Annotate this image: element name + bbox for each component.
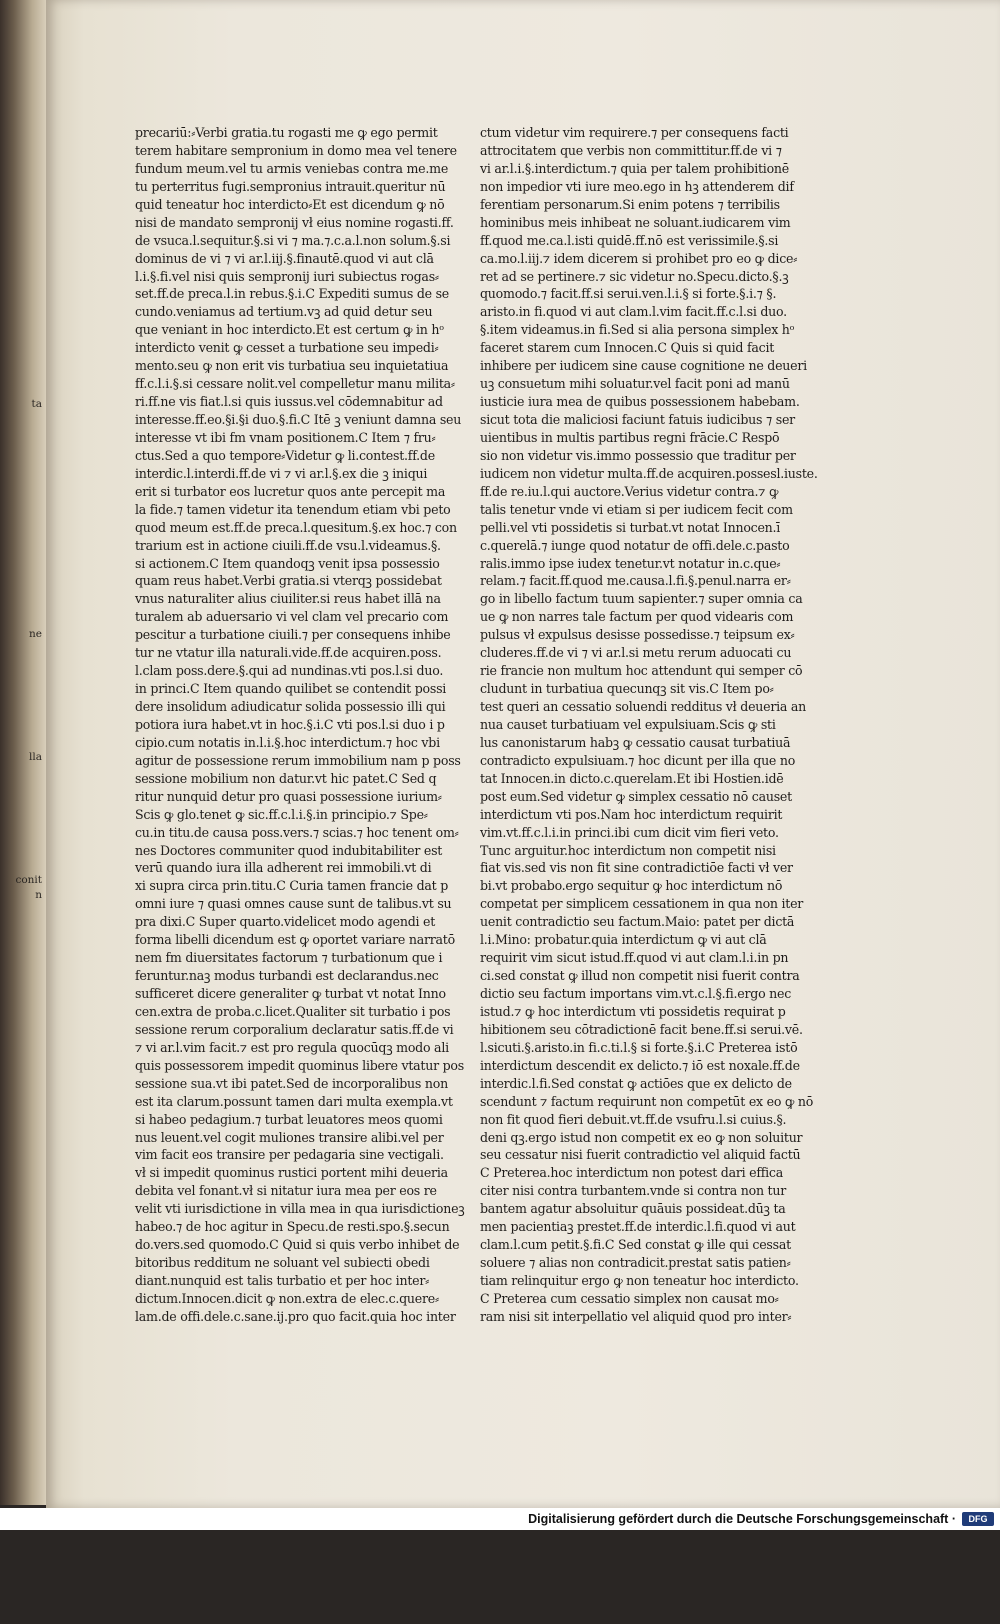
text-line: sessione rerum corporalium declaratur satis.ff.de vi <box>135 1021 454 1037</box>
text-line: fundum meum.vel tu armis veniebas contra me.me <box>135 160 449 176</box>
spine-fragment <box>0 550 42 565</box>
text-line: terem habitare sempronium in domo mea vel tenere <box>135 142 457 158</box>
spine-fragment <box>0 351 42 366</box>
text-line: dictio seu factum importans vim.vt.c.l.§.fi.ergo nec <box>480 986 792 1001</box>
text-line: sufficeret dicere generaliter ꝙ turbat vt notat Inno <box>135 986 446 1001</box>
spine-fragment <box>0 811 42 826</box>
spine-fragment <box>0 520 42 535</box>
text-line: feruntur.naꝫ modus turbandi est declarandus.nec <box>135 968 439 984</box>
text-line: interesse vt ibi fm vnam positionem.C Item ⁊ fru⸗ <box>135 429 436 445</box>
text-line: do.vers.sed quomodo.C Quid si quis verbo inhibet de <box>135 1237 460 1253</box>
text-line: pelli.vel vti possidetis si turbat.vt notat Innocen.ī <box>480 519 781 535</box>
text-line: uenit contradictio seu factum.Maio: patet per dictā <box>480 914 795 930</box>
spine-fragment <box>0 412 42 427</box>
text-line: tur ne vtatur illa naturali.vide.ff.de acquiren.poss. <box>135 645 442 661</box>
text-line: ram nisi sit interpellatio vel aliquid quod pro inter⸗ <box>480 1308 792 1324</box>
text-line: ctus.Sed a quo tempore⸗Videtur ꝙ li.contest.ff.de <box>135 447 435 463</box>
text-line: C Preterea.hoc interdictum non potest dari effica <box>480 1165 783 1181</box>
spine-fragment <box>0 612 42 627</box>
text-line: interdictum vti pos.Nam hoc interdictum requirit <box>480 806 783 822</box>
text-line: c.querelā.⁊ iunge quod notatur de offi.dele.c.pasto <box>480 537 790 553</box>
text-line: vim.vt.ff.c.l.i.in princi.ibi cum dicit vim fieri veto. <box>480 824 779 840</box>
spine-fragment <box>0 704 42 719</box>
spine-fragment <box>0 903 42 918</box>
text-line: tu perterritus fugi.sempronius intrauit.queritur nū <box>135 178 446 194</box>
spine-fragment <box>0 980 42 995</box>
funding-credit: Digitalisierung gefördert durch die Deutsche Forschungsgemeinschaft · <box>528 1512 956 1526</box>
text-line: nus leuent.vel cogit muliones transire alibi.vel per <box>135 1129 444 1145</box>
text-line: tiam relinquitur ergo ꝙ non teneatur hoc interdicto. <box>480 1273 799 1288</box>
spine-fragment <box>0 949 42 964</box>
text-line: go in libello factum tuum sapienter.⁊ super omnia ca <box>480 591 803 607</box>
spine-fragment <box>0 1195 42 1210</box>
text-line: ri.ff.ne vis fiat.l.si quis iussus.vel cōdemnabitur ad <box>135 394 443 410</box>
text-line: potiora iura habet.vt in hoc.§.i.C vti pos.l.si duo i p <box>135 716 445 732</box>
spine-fragment <box>0 1594 42 1609</box>
text-line: set.ff.de preca.l.in rebus.§.i.C Expediti sumus de se <box>135 286 449 302</box>
spine-fragment <box>0 581 42 596</box>
spine-fragment <box>0 1164 42 1179</box>
text-line: interesse.ff.eo.§i.§i duo.§.fi.C Itē ꝫ veniunt damna seu <box>135 412 462 427</box>
spine-fragment <box>0 719 42 734</box>
text-line: lus canonistarum habꝫ ꝙ cessatio causat turbatiuā <box>480 734 791 750</box>
spine-fragment <box>0 320 42 335</box>
spine-fragment <box>0 1118 42 1133</box>
text-line: pulsus vł expulsus desisse possedisse.⁊ teipsum ex⸗ <box>480 627 795 643</box>
text-line: inhibere per iudicem sine cause cognitione ne deueri <box>480 358 807 374</box>
spine-fragment <box>0 1133 42 1148</box>
spine-fragment <box>0 734 42 749</box>
text-line: que veniant in hoc interdicto.Et est certum ꝙ in hᵒ <box>135 322 444 338</box>
book-spine-edge <box>0 0 46 1505</box>
text-line: non impedior vti iure meo.ego in hꝫ attenderem dif <box>480 178 794 194</box>
text-line: habeo.⁊ de hoc agitur in Specu.de resti.spo.§.secun <box>135 1219 450 1235</box>
text-line: lam.de offi.dele.c.sane.ij.pro quo facit.quia hoc inter <box>135 1308 456 1324</box>
spine-fragment <box>0 366 42 381</box>
manuscript-page <box>46 0 1000 1508</box>
text-line: competat per simplicem cessationem in qua non iter <box>480 896 804 912</box>
spine-fragment <box>0 1486 42 1501</box>
text-line: cludunt in turbatiua quecunqꝫ sit vis.C Item po⸗ <box>480 681 774 697</box>
spine-fragment <box>0 228 42 243</box>
text-line: dominus de vi ⁊ vi ar.l.iij.§.finautē.quod vi aut clā <box>135 250 434 266</box>
text-line: erit si turbator eos lucretur quos ante percepit ma <box>135 483 446 499</box>
spine-fragment: conit <box>15 873 42 886</box>
text-line: turalem ab aduersario vi vel clam vel precario com <box>135 609 449 625</box>
spine-fragment <box>0 827 42 842</box>
text-line: fiat vis.sed vis non fit sine contradictiōe facti vł ver <box>480 860 793 876</box>
text-line: deni qꝫ.ergo istud non competit ex eo ꝙ non soluitur <box>480 1129 803 1145</box>
spine-fragment <box>0 780 42 795</box>
text-line: interdicto venit ꝙ cesset a turbatione seu impedi⸗ <box>135 340 439 356</box>
spine-fragment <box>0 1057 42 1072</box>
text-line: seu cessatur nisi fuerit contradictio vel aliquid factū <box>480 1147 801 1163</box>
text-line: cen.extra de proba.c.licet.Qualiter sit turbatio i pos <box>135 1003 451 1019</box>
text-column-right <box>480 124 840 1326</box>
text-line: tat Innocen.in dicto.c.querelam.Et ibi Hostien.idē <box>480 770 784 786</box>
text-line: l.i.§.fi.vel nisi quis sempronij iuri subiectus rogas⸗ <box>135 268 439 284</box>
spine-fragment <box>0 1072 42 1087</box>
text-line: ue ꝙ non narres tale factum per quod videaris com <box>480 609 794 625</box>
spine-fragment <box>0 1256 42 1271</box>
text-line: est ita clarum.possunt tamen dari multa exempla.vt <box>135 1093 453 1109</box>
text-line: quam reus habet.Verbi gratia.si vterqꝫ possidebat <box>135 573 442 589</box>
adjacent-page-text-fragments <box>0 90 44 1270</box>
text-line: Scis ꝙ glo.tenet ꝙ sic.ff.c.l.i.§.in principio.⁊ Spe⸗ <box>135 806 428 822</box>
text-line: iudicem non videtur multa.ff.de acquiren.possesl.iuste. <box>480 465 818 481</box>
text-line: ctum videtur vim requirere.⁊ per consequens facti <box>480 125 789 140</box>
spine-fragment <box>0 842 42 857</box>
text-line: iusticie iura mea de quibus possessionem habebam. <box>480 394 800 410</box>
spine-fragment <box>0 504 42 519</box>
text-line: bi.vt probabo.ergo sequitur ꝙ hoc interdictum nō <box>480 878 783 894</box>
spine-fragment <box>0 1425 42 1440</box>
text-line: verū quando iura illa adherent rei immobili.vt di <box>135 860 432 876</box>
text-line: faceret starem cum Innocen.C Quis si quid facit <box>480 340 775 356</box>
digitization-footer <box>0 1508 1000 1530</box>
text-line: vi ar.l.i.§.interdictum.⁊ quia per talem prohibitionē <box>480 160 789 176</box>
text-line: soluere ⁊ alias non contradicit.prestat satis patien⸗ <box>480 1255 791 1271</box>
text-line: post eum.Sed videtur ꝙ simplex cessatio nō causet <box>480 788 792 804</box>
spine-fragment <box>0 1026 42 1041</box>
text-line: l.sicuti.§.aristo.in fi.c.ti.l.§ si forte.§.i.C Preterea istō <box>480 1039 798 1055</box>
spine-fragment <box>0 443 42 458</box>
text-line: ff.de re.iu.l.qui auctore.Verius videtur contra.⁊ ꝙ <box>480 483 779 499</box>
text-line: istud.⁊ ꝙ hoc interdictum vti possidetis requirat p <box>480 1003 786 1019</box>
text-line: ⁊ vi ar.l.vim facit.⁊ est pro regula quocūqꝫ modo ali <box>135 1039 449 1055</box>
spine-fragment <box>0 658 42 673</box>
spine-fragment <box>0 136 42 151</box>
spine-fragment <box>0 934 42 949</box>
spine-fragment <box>0 1364 42 1379</box>
text-line: relam.⁊ facit.ff.quod me.causa.l.fi.§.penul.narra er⸗ <box>480 573 791 589</box>
text-line: precariū:⸗Verbi gratia.tu rogasti me ꝙ ego permit <box>135 125 438 140</box>
spine-fragment: lla <box>29 750 42 763</box>
spine-fragment <box>0 535 42 550</box>
text-line: interdic.l.fi.Sed constat ꝙ actiōes que ex delicto de <box>480 1075 792 1091</box>
text-line: trarium est in actione ciuili.ff.de vsu.l.videamus.§. <box>135 537 441 553</box>
text-line: ci.sed constat ꝙ illud non competit nisi fuerit contra <box>480 968 800 984</box>
spine-fragment <box>0 289 42 304</box>
text-line: in princi.C Item quando quilibet se contendit possi <box>135 681 447 697</box>
text-line: uientibus in multis partibus regni frācie.C Respō <box>480 429 780 445</box>
text-line: cluderes.ff.de vi ⁊ vi ar.l.si metu rerum aduocati cu <box>480 645 792 661</box>
text-line: citer nisi contra turbantem.vnde si contra non tur <box>480 1183 786 1199</box>
spine-fragment <box>0 382 42 397</box>
spine-fragment <box>0 182 42 197</box>
text-line: sio non videtur vis.immo possessio que traditur per <box>480 447 796 463</box>
text-line: ralis.immo ipse iudex tenetur.vt notatur in.c.que⸗ <box>480 555 781 571</box>
spine-fragment <box>0 274 42 289</box>
text-line: omni iure ⁊ quasi omnes cause sunt de talibus.vt su <box>135 896 452 912</box>
spine-fragment <box>0 1041 42 1056</box>
text-line: scendunt ⁊ factum requirunt non competūt ex eo ꝙ nō <box>480 1093 814 1109</box>
spine-fragment <box>0 688 42 703</box>
text-line: nem fm diuersitates factorum ⁊ turbationum que i <box>135 950 443 966</box>
text-line: nes Doctores communiter quod indubitabiliter est <box>135 842 443 858</box>
dfg-logo: DFG <box>962 1512 994 1526</box>
spine-fragment <box>0 1348 42 1363</box>
spine-fragment <box>0 1210 42 1225</box>
spine-fragment <box>0 1179 42 1194</box>
text-line: ca.mo.l.iij.⁊ idem dicerem si prohibet pro eo ꝙ dice⸗ <box>480 250 798 266</box>
spine-fragment <box>0 919 42 934</box>
text-line: si actionem.C Item quandoqꝫ venit ipsa possessio <box>135 555 440 571</box>
spine-fragment <box>0 765 42 780</box>
spine-fragment <box>0 151 42 166</box>
spine-fragment <box>0 796 42 811</box>
text-line: nua causet turbatiuam vel expulsiuam.Scis ꝙ sti <box>480 716 776 732</box>
text-line: clam.l.cum petit.§.fi.C Sed constat ꝙ ille qui cessat <box>480 1237 791 1253</box>
text-line: attrocitatem que verbis non committitur.ff.de vi ⁊ <box>480 142 782 158</box>
text-line: interdic.l.interdi.ff.de vi ⁊ vi ar.l.§.ex die ꝫ iniqui <box>135 465 428 481</box>
spine-fragment: n <box>35 888 42 901</box>
text-line: talis tenetur vnde vi etiam si per iudicem fecit com <box>480 501 793 517</box>
spine-fragment <box>0 642 42 657</box>
spine-fragment <box>0 1563 42 1578</box>
spine-fragment <box>0 1302 42 1317</box>
spine-fragment <box>0 1609 42 1624</box>
text-line: ff.c.l.i.§.si cessare nolit.vel compelletur manu milita⸗ <box>135 376 455 392</box>
text-line: aristo.in fi.quod vi aut clam.l.vim facit.ff.c.l.si duo. <box>480 304 787 320</box>
text-line: cipio.cum notatis in.l.i.§.hoc interdictum.⁊ hoc vbi <box>135 734 440 750</box>
text-line: ret ad se pertinere.⁊ sic videtur no.Specu.dicto.§.ꝫ <box>480 268 789 284</box>
spine-fragment <box>0 1011 42 1026</box>
spine-fragment <box>0 1318 42 1333</box>
text-line: requirit vim sicut istud.ff.quod vi aut clam.l.i.in pn <box>480 950 789 966</box>
text-line: ritur nunquid detur pro quasi possessione iurium⸗ <box>135 788 442 804</box>
spine-fragment <box>0 474 42 489</box>
text-line: dictum.Innocen.dicit ꝙ non.extra de elec.c.quere⸗ <box>135 1290 439 1306</box>
spine-fragment <box>0 213 42 228</box>
text-line: si habeo pedagium.⁊ turbat leuatores meos quomi <box>135 1111 443 1127</box>
text-line: C Preterea cum cessatio simplex non causat mo⸗ <box>480 1290 779 1306</box>
spine-fragment <box>0 1379 42 1394</box>
spine-fragment <box>0 105 42 120</box>
spine-fragment <box>0 1532 42 1547</box>
text-line: vim facit eos transire per pedagaria sine vectigali. <box>135 1147 444 1163</box>
text-line: sicut tota die maliciosi faciunt fatuis iudicibus ⁊ ser <box>480 412 795 427</box>
text-line: pescitur a turbatione ciuili.⁊ per consequens inhibe <box>135 627 451 643</box>
text-line: nisi de mandato sempronij vł eius nomine rogasti.ff. <box>135 214 454 230</box>
text-line: men pacientiaꝫ prestet.ff.de interdic.l.fi.quod vi aut <box>480 1219 796 1235</box>
spine-fragment <box>0 1241 42 1256</box>
spine-fragment <box>0 305 42 320</box>
spine-fragment <box>0 1456 42 1471</box>
spine-fragment <box>0 1087 42 1102</box>
text-line: de vsuca.l.sequitur.§.si vi ⁊ ma.⁊.c.a.l.non solum.§.si <box>135 232 451 248</box>
spine-fragment <box>0 489 42 504</box>
spine-fragment <box>0 259 42 274</box>
spine-fragment <box>0 458 42 473</box>
spine-fragment <box>0 1271 42 1286</box>
spine-fragment <box>0 857 42 872</box>
spine-fragment <box>0 965 42 980</box>
spine-fragment <box>0 167 42 182</box>
text-line: ff.quod me.ca.l.isti quidē.ff.nō est verissimile.§.si <box>480 232 779 248</box>
text-line: la fide.⁊ tamen videtur ita tenendum etiam vbi peto <box>135 501 451 517</box>
text-line: mento.seu ꝙ non erit vis turbatiua seu inquietatiua <box>135 358 449 374</box>
spine-fragment <box>0 243 42 258</box>
text-line: Tunc arguitur.hoc interdictum non competit nisi <box>480 842 776 858</box>
text-line: cundo.veniamus ad tertium.vꝫ ad quid detur seu <box>135 304 433 320</box>
spine-fragment <box>0 428 42 443</box>
spine-fragment <box>0 336 42 351</box>
spine-fragment <box>0 1287 42 1302</box>
text-line: l.clam poss.dere.§.qui ad nundinas.vti pos.l.si duo. <box>135 663 444 679</box>
text-line: agitur de possessione rerum immobilium nam p poss <box>135 752 461 768</box>
text-line: diant.nunquid est talis turbatio et per hoc inter⸗ <box>135 1273 430 1288</box>
spine-fragment <box>0 1149 42 1164</box>
text-line: bantem agatur absoluitur quāuis possideat.dūꝫ ta <box>480 1201 786 1217</box>
spine-fragment <box>0 995 42 1010</box>
text-line: bitoribus redditum ne soluant vel subiecti obedi <box>135 1255 430 1271</box>
text-line: non fit quod fieri debuit.vt.ff.de vsufru.l.si cuius.§. <box>480 1111 787 1127</box>
text-line: quod meum est.ff.de preca.l.quesitum.§.ex hoc.⁊ con <box>135 519 457 535</box>
text-line: hominibus meis inhibeat ne soluant.iudicarem vim <box>480 214 791 230</box>
spine-fragment <box>0 1548 42 1563</box>
text-line: hibitionem seu cōtradictionē facit bene.ff.si serui.vē. <box>480 1021 803 1037</box>
text-line: quid teneatur hoc interdicto⸗Et est dicendum ꝙ nō <box>135 196 445 212</box>
spine-fragment <box>0 1225 42 1240</box>
text-line: velit vti iurisdictione in villa mea in qua iurisdictioneꝫ <box>135 1201 465 1217</box>
text-line: ferentiam personarum.Si enim potens ⁊ terribilis <box>480 196 780 212</box>
text-line: forma libelli dicendum est ꝙ oportet variare narratō <box>135 932 455 948</box>
text-line: quis possessorem impedit quominus libere vtatur pos <box>135 1057 464 1073</box>
text-line: xi supra circa prin.titu.C Curia tamen francie dat p <box>135 878 449 894</box>
text-line: uꝫ consuetum mihi soluatur.vel facit poni ad manū <box>480 376 790 392</box>
spine-fragment <box>0 596 42 611</box>
spine-fragment <box>0 673 42 688</box>
spine-fragment <box>0 197 42 212</box>
spine-fragment <box>0 1333 42 1348</box>
text-line: l.i.Mino: probatur.quia interdictum ꝙ vi aut clā <box>480 932 767 948</box>
spine-fragment: ne <box>29 628 42 641</box>
spine-fragment: ta <box>31 397 42 410</box>
text-line: contradicto expulsiuam.⁊ hoc dicunt per illa que no <box>480 752 796 768</box>
text-line: rie francie non multum hoc attendunt qui semper cō <box>480 663 803 679</box>
text-column-left <box>135 124 495 1326</box>
text-line: interdictum descendit ex delicto.⁊ iō est noxale.ff.de <box>480 1057 800 1073</box>
text-line: quomodo.⁊ facit.ff.si serui.ven.l.i.§ si forte.§.i.⁊ §. <box>480 286 777 302</box>
spine-fragment <box>0 1440 42 1455</box>
text-line: vnus naturaliter alius ciuiliter.si reus habet illā na <box>135 591 441 607</box>
text-line: §.item videamus.in fi.Sed si alia persona simplex hᵒ <box>480 322 795 338</box>
text-line: cu.in titu.de causa poss.vers.⁊ scias.⁊ hoc tenent om⸗ <box>135 824 459 840</box>
spine-fragment <box>0 1578 42 1593</box>
text-line: dere insolidum adiudicatur solida possessio illi qui <box>135 699 446 714</box>
text-line: sessione sua.vt ibi patet.Sed de incorporalibus non <box>135 1075 448 1091</box>
spine-fragment <box>0 1394 42 1409</box>
spine-fragment <box>0 90 42 105</box>
spine-fragment <box>0 1410 42 1425</box>
text-line: debita vel fonant.vł si nitatur iura mea per eos re <box>135 1183 437 1199</box>
spine-fragment <box>0 566 42 581</box>
spine-fragment <box>0 1103 42 1118</box>
spine-fragment <box>0 1471 42 1486</box>
text-line: sessione mobilium non datur.vt hic patet.C Sed q <box>135 770 437 786</box>
text-line: test queri an cessatio soluendi redditus vł deueria an <box>480 699 807 714</box>
text-line: pra dixi.C Super quarto.videlicet modo agendi et <box>135 914 436 930</box>
text-line: vł si impedit quominus rustici portent mihi deueria <box>135 1165 448 1181</box>
spine-fragment <box>0 121 42 136</box>
